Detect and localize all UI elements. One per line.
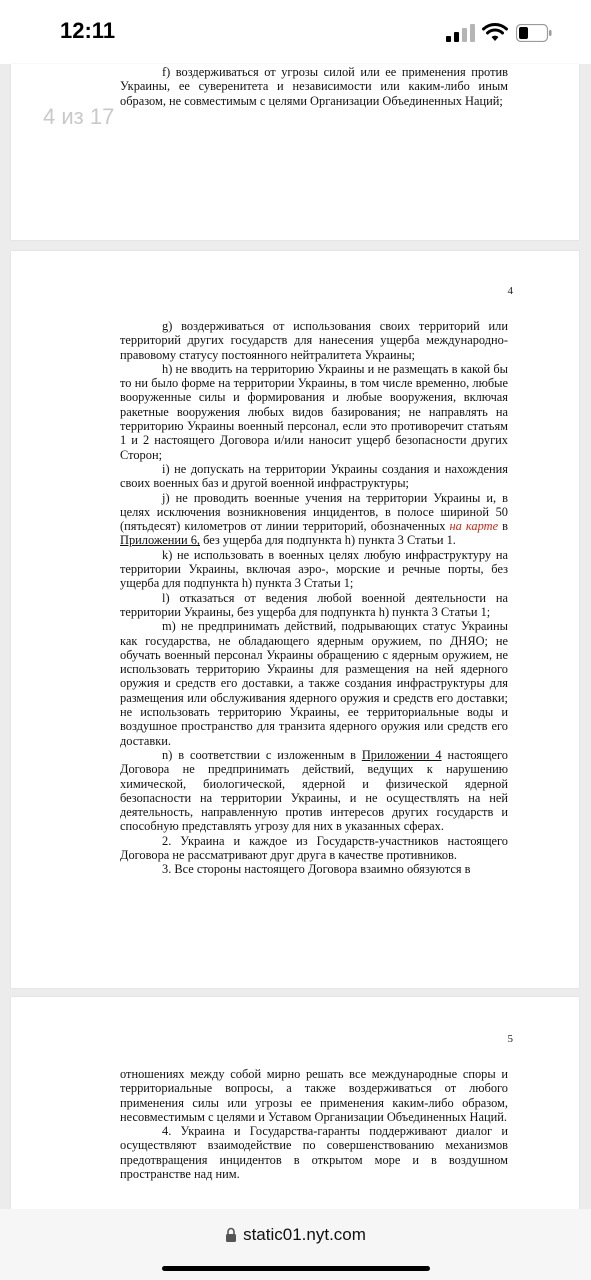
map-reference: на карте	[449, 519, 499, 534]
url-text: static01.nyt.com	[243, 1225, 366, 1244]
paragraph-j: j) не проводить военные учения на территории Украины и, в целях исключения возникновения инцидентов, в полосе шириной 50 (пятьдесят) километров от линии территорий, обозначенных на карте в Приложении 6, без ущерба для подпункта h) пункта 3 Статьи 1.	[120, 490, 509, 548]
paragraph-f: f) воздерживаться от угрозы силой или ее применения против Украины, ее суверенитета и независимости или каким-либо иным образом, не совместимым с целями Организации Объединенных Наций;	[120, 65, 508, 108]
document-page-4	[11, 251, 579, 988]
paragraph-i: i) не допускать на территории Украины создания и нахождения своих военных баз и другой военной инфраструктуры;	[120, 461, 508, 491]
paragraph-3: 3. Все стороны настоящего Договора взаимно обязуются в	[162, 862, 471, 877]
paragraph-continued: отношениях между собой мирно решать все международные споры и территориальные вопросы, а также воздерживаться от любого применения силы или угрозы ее применения каким-либо образом, несовместимым с целями и Уставом Организации Объединенных Наций.	[120, 1067, 508, 1124]
annex-6-link[interactable]: Приложении 6,	[120, 533, 201, 548]
home-indicator[interactable]	[162, 1266, 430, 1271]
paragraph-h: h) не вводить на территорию Украины и не размещать в какой бы то ни было форме на территории Украины, в том числе временно, любые вооруженные силы и формирования и любые вооружения, включая ракетные вооружения любых видов базирования; не направлять на территорию Украины военный персонал, если это противоречит статьям 1 и 2 настоящего Договора и/или наносит ущерб безопасности других Сторон;	[120, 361, 508, 462]
page-3-text	[120, 65, 508, 108]
paragraph-n: n) в соответствии с изложенным в Приложении 4 настоящего Договора не предпринимать действий, ведущих к нарушению химической, биологической, ядерной и физической ядерной безопасности на территории Украины, и не осуществлять на ней деятельность, направленную против интересов других государств и способную представлять угрозу для них в указанных сферах.	[120, 747, 508, 834]
page-5-text	[120, 1067, 508, 1181]
lock-icon	[225, 1227, 237, 1242]
document-page-5	[11, 997, 579, 1209]
browser-address-bar[interactable]	[0, 1209, 591, 1280]
paragraph-g: g) воздерживаться от использования своих территорий или территорий других государств для нанесения ущерба международно-правовому статусу постоянного нейтралитета Украины;	[120, 319, 508, 362]
page-number: 4	[507, 285, 513, 297]
annex-4-link[interactable]: Приложении 4	[361, 747, 442, 762]
page-counter: 4 из 17	[43, 104, 115, 129]
document-page-3	[11, 64, 579, 240]
paragraph-4: 4. Украина и Государства-гаранты поддерживают диалог и осуществляют взаимодействие по совершенствованию механизмов предотвращения инцидентов в открытом море и в воздушном пространстве над ним.	[120, 1124, 508, 1182]
paragraph-l: l) отказаться от ведения любой военной деятельности на территории Украины, без ущерба для подпункта h) пункта 3 Статьи 1;	[120, 590, 508, 619]
signal-icon	[446, 24, 476, 42]
paragraph-m: m) не предпринимать действий, подрывающих статус Украины как государства, не обладающего ядерным оружием, по ДНЯО; не обучать военный персонал Украины обращению с ядерным оружием, не использовать территорию Украины для размещения на ней ядерного оружия и средств его доставки, а также создания инфраструктуры для размещения или обслуживания ядерного оружия и средств его доставки; не использовать территорию Украины, ее территориальные воды и воздушное пространство для транзита ядерного оружия или средств его доставки.	[120, 619, 508, 748]
status-time: 12:11	[60, 18, 116, 43]
status-bar	[0, 0, 591, 64]
paragraph-k: k) не использовать в военных целях любую инфраструктуру на территории Украины, включая аэро-, морские и речные порты, без ущерба для подпункта h) пункта 3 Статьи 1;	[120, 547, 508, 591]
page-number: 5	[507, 1033, 513, 1045]
page-4-text	[120, 319, 508, 877]
paragraph-2: 2. Украина и каждое из Государств-участников настоящего Договора не рассматривают друг друга в качестве противников.	[120, 833, 508, 862]
wifi-icon	[482, 22, 508, 42]
battery-icon	[516, 24, 552, 42]
url-display[interactable]	[0, 1225, 591, 1245]
